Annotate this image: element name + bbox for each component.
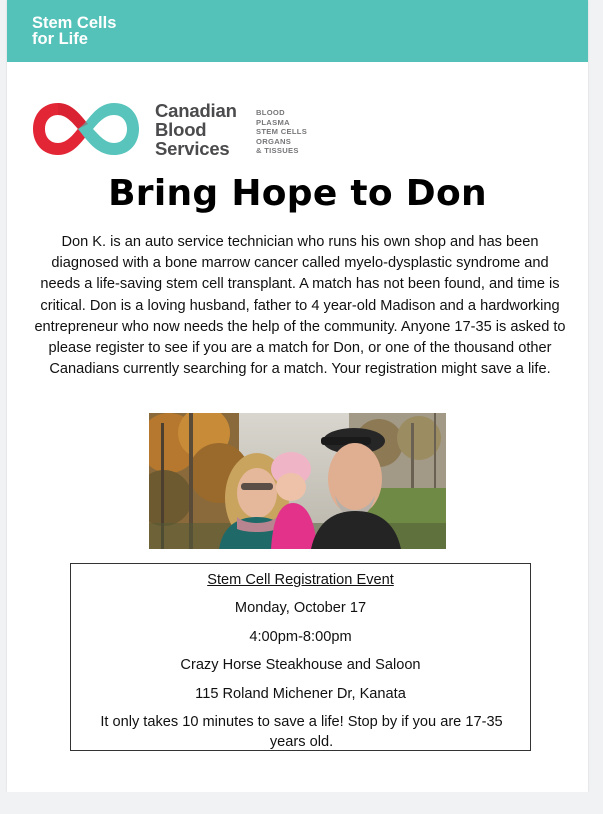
logo-tagline xyxy=(256,108,326,156)
headline: Bring Hope to Don xyxy=(108,173,487,214)
story-paragraph: Don K. is an auto service technician who runs his own shop and has been diagnosed with a bone marrow cancer called myelo-dysplastic syndrome and needs a life-saving stem cell transplant. A match has not been found, and time is critical. Don is a loving husband, father to 4 year-old Madison and a hardworking entrepreneur who now needs the help of the community. Anyone 17-35 is asked to please register to see if you are a match for Don, or one of the thousand other Canadians currently searching for a match. Your registration might save a life. xyxy=(34,234,566,378)
header-banner xyxy=(7,0,588,62)
viewer-background xyxy=(0,792,603,814)
event-note: It only takes 10 minutes to save a life! Stop by if you are 17-35 years old. xyxy=(100,714,503,750)
logo-tag-line: BLOOD xyxy=(256,108,285,117)
event-details-box xyxy=(70,563,531,751)
logo-tag-line: ORGANS xyxy=(256,136,292,146)
canadian-blood-services-logo xyxy=(30,96,320,162)
banner-title: Stem Cells for Life xyxy=(32,14,117,48)
event-title: Stem Cell Registration Event xyxy=(207,572,394,588)
logo-name-line: Canadian xyxy=(155,100,237,121)
event-time: 4:00pm-8:00pm xyxy=(249,629,352,645)
logo-name-line: Services xyxy=(155,138,230,159)
event-date: Monday, October 17 xyxy=(234,600,367,616)
event-address: 115 Roland Michener Dr, Kanata xyxy=(195,686,406,702)
family-photo-illustration xyxy=(149,413,446,549)
family-photo xyxy=(149,413,446,549)
logo-wordmark xyxy=(155,101,255,158)
event-venue: Crazy Horse Steakhouse and Saloon xyxy=(180,657,421,673)
logo-name-line: Blood xyxy=(155,119,207,140)
logo-tag-line: PLASMA xyxy=(256,117,290,127)
infinity-logo-icon xyxy=(30,98,142,160)
logo-tag-line: STEM CELLS xyxy=(256,127,308,136)
flyer-page xyxy=(7,0,588,792)
logo-tag-line: & TISSUES xyxy=(256,146,299,155)
